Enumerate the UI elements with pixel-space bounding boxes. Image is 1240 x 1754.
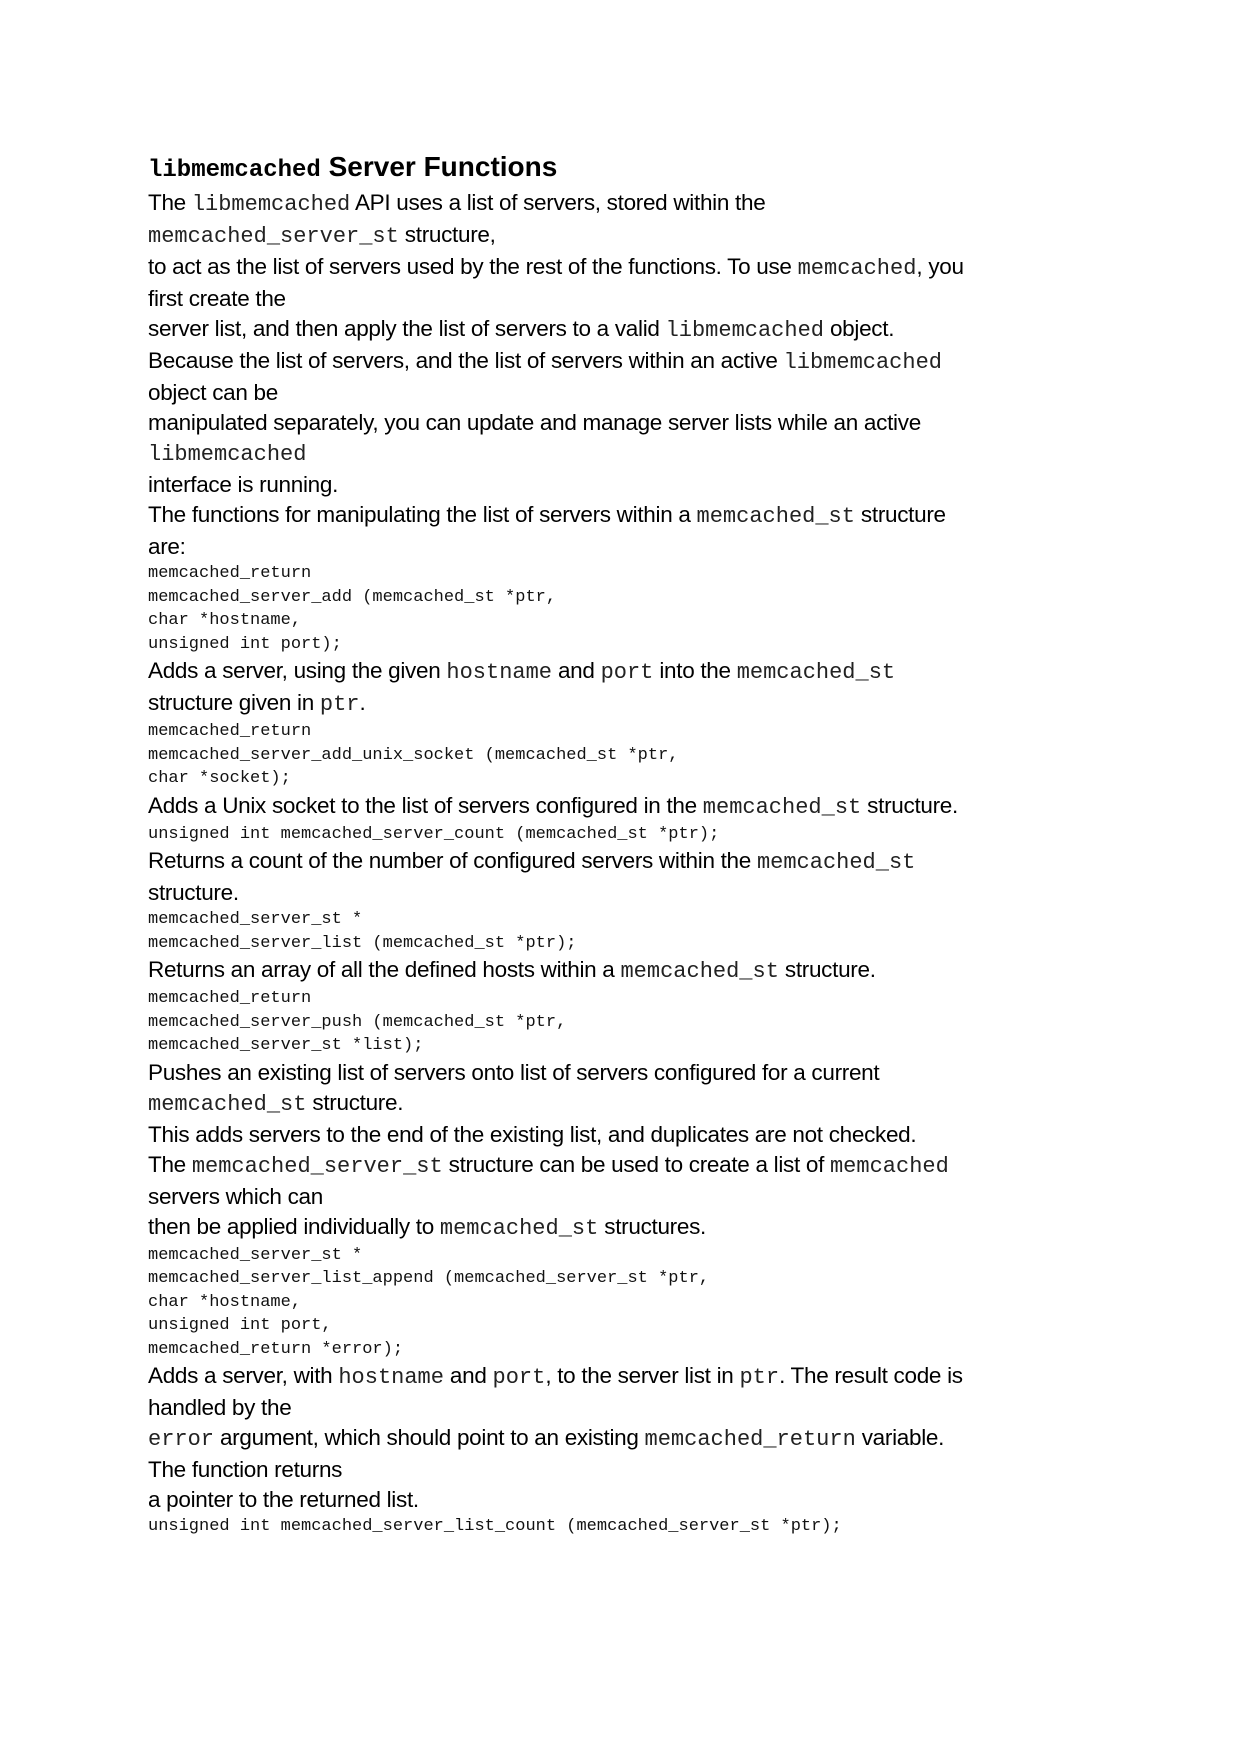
text-run: object can be: [148, 380, 278, 405]
text-run: The function returns: [148, 1457, 343, 1482]
inline-code: port: [492, 1365, 546, 1390]
inline-code: memcached_st: [702, 794, 862, 820]
text-run: object.: [824, 316, 895, 341]
text-run: handled by the: [148, 1395, 292, 1420]
title-text: Server Functions: [328, 151, 558, 182]
text-run: .: [359, 690, 366, 715]
text-run: , you: [916, 254, 964, 279]
text-run: to act as the list of servers used by the rest of the functions. To use: [148, 254, 798, 279]
inline-code: memcached_st: [696, 504, 855, 529]
paragraph-line: [148, 1455, 1108, 1485]
text-run: structure.: [306, 1089, 404, 1115]
inline-code: memcached_return: [644, 1427, 856, 1452]
paragraph-line: [148, 1182, 1108, 1212]
inline-code: memcached_st: [148, 1091, 307, 1117]
paragraph-line: [148, 500, 1108, 532]
inline-code: hostname: [446, 660, 553, 685]
text-run: then be applied individually to: [148, 1213, 440, 1239]
text-run: structure.: [778, 957, 876, 982]
text-run: structure can be used to create a list of: [442, 1151, 830, 1177]
paragraph-line: [148, 1423, 1108, 1455]
inline-code: memcached_st: [736, 660, 896, 685]
text-run: . The result code is: [779, 1363, 963, 1388]
inline-code: port: [600, 660, 654, 685]
text-run: Adds a server, with: [148, 1363, 339, 1388]
text-run: structures.: [598, 1213, 706, 1239]
text-run: into the: [653, 658, 737, 683]
inline-code: libmemcached: [665, 318, 824, 343]
text-run: structure.: [148, 880, 239, 905]
document-page: [148, 150, 1108, 1539]
text-run: The: [148, 190, 192, 215]
inline-code: memcached_st: [756, 850, 916, 875]
code-line: char *socket);: [148, 769, 291, 788]
paragraph-line: [148, 878, 1108, 908]
code-line: unsigned int memcached_server_list_count (memcached_server_st *ptr);: [148, 1517, 842, 1536]
paragraph-line: [148, 314, 1108, 346]
code-line: memcached_server_st *: [148, 1245, 363, 1265]
code-line: unsigned int port,: [148, 1316, 332, 1335]
code-line: memcached_server_list_append (memcached_server_st *ptr,: [148, 1269, 710, 1288]
paragraph-line: [148, 688, 1108, 720]
inline-code: memcached_st: [439, 1215, 599, 1241]
text-run: structure: [854, 502, 946, 527]
code-line: memcached_server_st *: [148, 910, 363, 929]
paragraph-line: [148, 188, 1108, 220]
paragraph-line: [148, 1361, 1108, 1393]
text-run: Adds a server, using the given: [148, 658, 447, 683]
paragraph-line: [148, 1150, 1108, 1182]
paragraph-line: [148, 1212, 1108, 1244]
text-run: a pointer to the returned list.: [148, 1487, 419, 1512]
text-run: manipulated separately, you can update and manage server lists while an active: [148, 410, 921, 435]
text-run: Returns an array of all the defined hosts within a: [148, 957, 621, 982]
inline-code: hostname: [338, 1365, 444, 1390]
inline-code: error: [148, 1427, 215, 1452]
inline-code: libmemcached: [191, 192, 351, 217]
inline-code: memcached_server_st: [191, 1153, 443, 1179]
code-line: memcached_return: [148, 989, 312, 1008]
inline-code: libmemcached: [783, 350, 942, 375]
code-line: memcached_server_list (memcached_st *ptr);: [148, 933, 577, 953]
inline-code: libmemcached: [148, 442, 307, 467]
text-run: API uses a list of servers, stored within the: [350, 190, 766, 215]
text-run: structure.: [861, 792, 958, 818]
inline-code: ptr: [319, 692, 360, 717]
inline-code: memcached: [797, 256, 917, 281]
code-line: memcached_return: [148, 564, 312, 583]
code-line: memcached_return *error);: [148, 1339, 404, 1359]
inline-code: memcached: [829, 1153, 949, 1179]
paragraph-line: [148, 438, 1108, 470]
paragraph-line: [148, 284, 1108, 314]
code-line: memcached_server_push (memcached_st *ptr,: [148, 1012, 567, 1032]
text-run: structure,: [398, 222, 496, 247]
inline-code: memcached_st: [620, 959, 779, 984]
code-line: memcached_server_add_unix_socket (memcached_st *ptr,: [148, 745, 679, 765]
text-run: Because the list of servers, and the list of servers within an active: [148, 348, 784, 373]
text-run: This adds servers to the end of the existing list, and duplicates are not checked.: [148, 1121, 917, 1147]
paragraph-line: [148, 220, 1108, 252]
paragraph-line: [148, 1088, 1108, 1120]
text-run: Pushes an existing list of servers onto list of servers configured for a current: [148, 1059, 880, 1085]
text-run: The: [148, 1151, 192, 1177]
text-run: and: [552, 658, 601, 683]
code-line: memcached_server_add (memcached_st *ptr,: [148, 587, 557, 607]
text-run: structure given in: [148, 690, 320, 715]
paragraph-line: [148, 791, 1108, 823]
document-body: [148, 188, 1108, 1539]
paragraph-line: [148, 846, 1108, 878]
paragraph-line: [148, 656, 1108, 688]
text-run: The functions for manipulating the list of servers within a: [148, 502, 697, 527]
text-run: argument, which should point to an existing: [214, 1425, 645, 1450]
paragraph-line: [148, 1058, 1108, 1088]
title-library-name: libmemcached: [148, 157, 321, 184]
page-title: [148, 150, 1108, 188]
text-run: server list, and then apply the list of servers to a valid: [148, 316, 666, 341]
paragraph-line: [148, 378, 1108, 408]
code-line: char *hostname,: [148, 611, 302, 630]
paragraph-line: [148, 252, 1108, 284]
inline-code: memcached_server_st: [148, 224, 399, 249]
paragraph-line: [148, 346, 1108, 378]
text-run: first create the: [148, 286, 286, 311]
code-line: char *hostname,: [148, 1292, 302, 1312]
paragraph-line: [148, 1120, 1108, 1150]
paragraph-line: [148, 1485, 1108, 1515]
paragraph-line: [148, 470, 1108, 500]
inline-code: ptr: [739, 1365, 780, 1390]
paragraph-line: [148, 532, 1108, 562]
text-run: are:: [148, 534, 186, 559]
text-run: Adds a Unix socket to the list of servers configured in the: [148, 792, 703, 818]
text-run: interface is running.: [148, 472, 339, 497]
paragraph-line: [148, 955, 1108, 987]
text-run: , to the server list in: [545, 1363, 740, 1388]
code-line: memcached_server_st *list);: [148, 1036, 424, 1055]
paragraph-line: [148, 408, 1108, 438]
code-line: unsigned int memcached_server_count (memcached_st *ptr);: [148, 824, 720, 844]
code-line: memcached_return: [148, 722, 312, 741]
paragraph-line: [148, 1393, 1108, 1423]
code-line: unsigned int port);: [148, 634, 342, 654]
text-run: variable.: [855, 1425, 945, 1450]
text-run: servers which can: [148, 1183, 323, 1209]
text-run: Returns a count of the number of configured servers within the: [148, 848, 757, 873]
text-run: and: [443, 1363, 493, 1388]
